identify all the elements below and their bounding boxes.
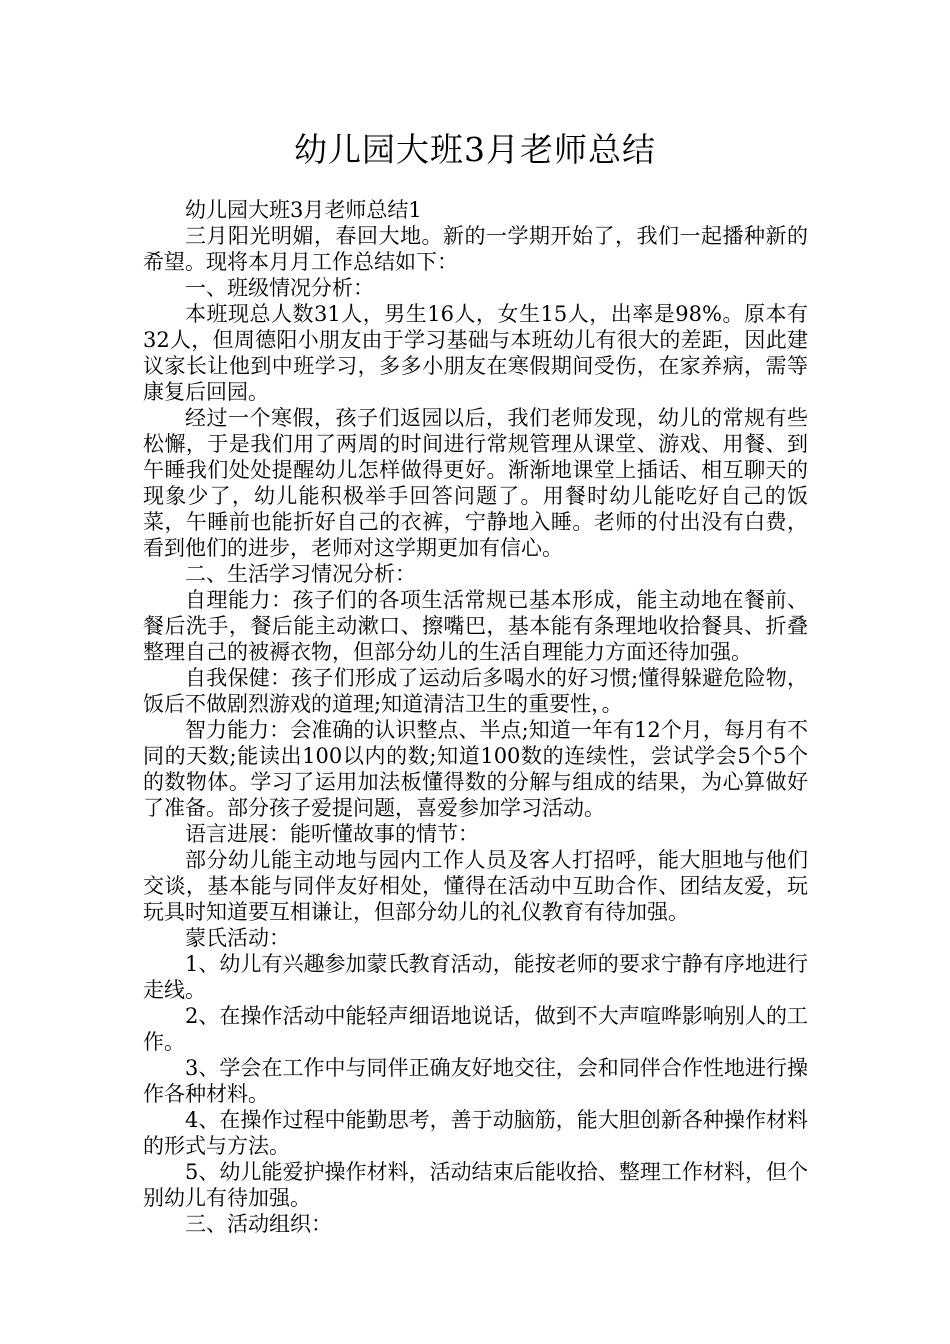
paragraph-intelligence: 智力能力：会准确的认识整点、半点;知道一年有12个月，每月有不同的天数;能读出100以内的数;知道100数的连续性，尝试学会5个5个的数物体。学习了运用加法板懂得数的分解与组成的结果，为心算做好了准备。部分孩子爱提问题，喜爱参加学习活动。	[143, 718, 808, 820]
paragraph-self-health: 自我保健：孩子们形成了运动后多喝水的好习惯;懂得躲避危险物，饭后不做剧烈游戏的道理;知道清洁卫生的重要性，。	[143, 666, 808, 716]
list-item-montessori-5: 5、幼儿能爱护操作材料，活动结束后能收拾、整理工作材料，但个别幼儿有待加强。	[143, 1160, 808, 1210]
section-heading-life-study: 二、生活学习情况分析：	[185, 562, 416, 586]
list-item-montessori-2: 2、在操作活动中能轻声细语地说话，做到不大声喧哗影响别人的工作。	[143, 1004, 808, 1054]
section-heading-activity: 三、活动组织：	[185, 1212, 332, 1236]
list-item-montessori-1: 1、幼儿有兴趣参加蒙氏教育活动，能按老师的要求宁静有序地进行走线。	[143, 952, 808, 1002]
paragraph-intro: 三月阳光明媚，春回大地。新的一学期开始了，我们一起播种新的希望。现将本月月工作总结如下：	[143, 224, 808, 274]
paragraph-language-heading: 语言进展：能听懂故事的情节：	[185, 822, 479, 846]
document-title: 幼儿园大班3月老师总结	[294, 130, 656, 169]
paragraph-montessori-heading: 蒙氏活动：	[185, 926, 290, 950]
paragraph-self-care: 自理能力：孩子们的各项生活常规已基本形成，能主动地在餐前、餐后洗手，餐后能主动漱口、擦嘴巴，基本能有条理地收拾餐具、折叠整理自己的被褥衣物，但部分幼儿的生活自理能力方面还待加强。	[143, 588, 808, 664]
paragraph-social: 部分幼儿能主动地与园内工作人员及客人打招呼，能大胆地与他们交谈，基本能与同伴友好相处，懂得在活动中互助合作、团结友爱，玩玩具时知道要互相谦让，但部分幼儿的礼仪教育有待加强。	[143, 848, 808, 924]
paragraph-after-winter-break: 经过一个寒假，孩子们返园以后，我们老师发现，幼儿的常规有些松懈，于是我们用了两周的时间进行常规管理从课堂、游戏、用餐、到午睡我们处处提醒幼儿怎样做得更好。渐渐地课堂上插话、相互聊天的现象少了，幼儿能积极举手回答问题了。用餐时幼儿能吃好自己的饭菜，午睡前也能折好自己的衣裤，宁静地入睡。老师的付出没有白费，看到他们的进步，老师对这学期更加有信心。	[143, 406, 808, 560]
list-item-montessori-4: 4、在操作过程中能勤思考，善于动脑筋，能大胆创新各种操作材料的形式与方法。	[143, 1108, 808, 1158]
list-item-montessori-3: 3、学会在工作中与同伴正确友好地交往，会和同伴合作性地进行操作各种材料。	[143, 1056, 808, 1106]
section-heading-class-analysis: 一、班级情况分析：	[185, 276, 374, 300]
paragraph-class-count: 本班现总人数31人，男生16人，女生15人，出率是98%。原本有32人，但周德阳小朋友由于学习基础与本班幼儿有很大的差距，因此建议家长让他到中班学习，多多小朋友在寒假期间受伤，在家养病，需等康复后回园。	[143, 302, 808, 404]
document-body	[143, 197, 808, 1237]
paragraph-subtitle: 幼儿园大班3月老师总结1	[185, 198, 422, 222]
